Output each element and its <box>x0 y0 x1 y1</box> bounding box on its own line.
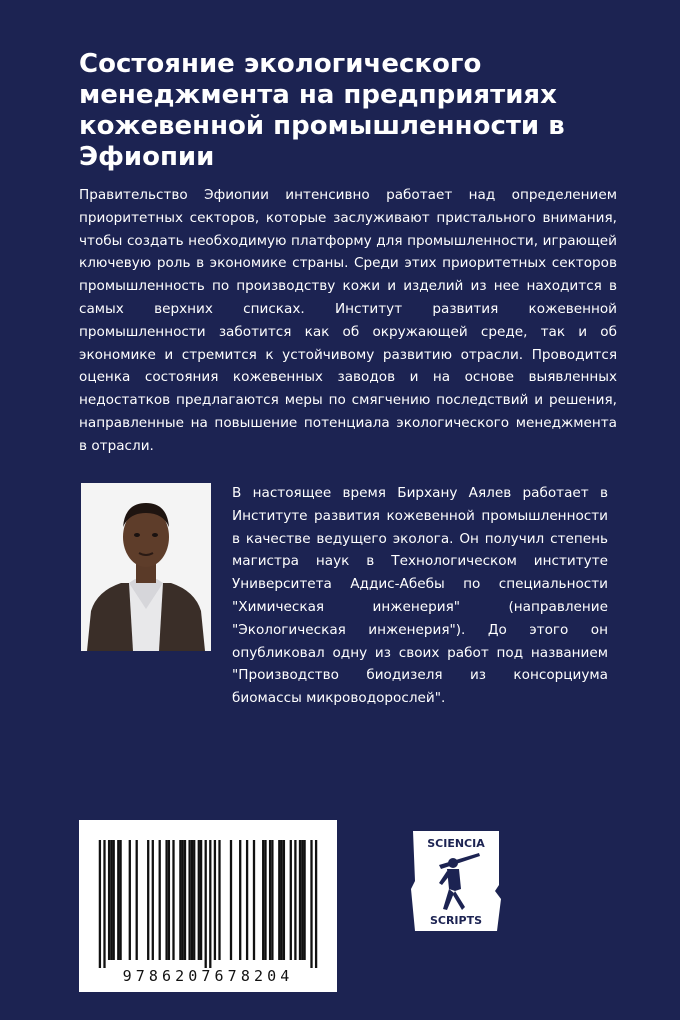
barcode-bar <box>264 840 266 960</box>
isbn-number: 9786207678204 <box>122 967 294 985</box>
barcode-bar <box>110 840 112 960</box>
publisher-bottom-text: SCRIPTS <box>429 914 483 927</box>
barcode-bar <box>136 840 138 960</box>
barcode-bar <box>278 840 280 960</box>
barcode-bar <box>182 840 184 960</box>
barcode-bar <box>191 840 193 960</box>
barcode-bars <box>79 820 337 970</box>
author-photo <box>81 483 211 651</box>
barcode-bar <box>179 840 181 960</box>
barcode-bar <box>230 840 232 960</box>
barcode-bar <box>165 840 167 960</box>
barcode-bar <box>299 840 301 960</box>
barcode-bar <box>184 840 186 960</box>
barcode-bar <box>262 840 264 960</box>
barcode-bar <box>253 840 255 960</box>
barcode-bar <box>172 840 174 960</box>
barcode-bar <box>193 840 195 960</box>
barcode-bar <box>103 840 105 968</box>
barcode-bar <box>239 840 241 960</box>
barcode-bar <box>218 840 220 960</box>
barcode-bar <box>200 840 202 960</box>
isbn-barcode <box>79 820 337 992</box>
barcode-bar <box>310 840 312 968</box>
publisher-top-text: SCIENCIA <box>427 837 485 850</box>
barcode-bar <box>315 840 317 968</box>
barcode-bar <box>159 840 161 960</box>
barcode-bar <box>188 840 190 960</box>
book-description: Правительство Эфиопии интенсивно работает над определением приоритетных секторов, которые заслуживают пристального внимания, чтобы создать необходимую платформу для промышленности, играющей ключевую роль в экономике страны. Среди этих приоритетных секторов промышленность по производству кожи и изделий из нее находится в самых верхних списках. Институт развития кожевенной промышленности заботится как об окружающей среде, так и об экономике и стремится к устойчивому развитию отрасли. Проводится оценка состояния кожевенных заводов и на основе выявленных недостатков предлагаются меры по смягчению последствий и решения, направленные на повышение потенциала экологического менеджмента в отрасли. <box>79 187 617 454</box>
barcode-bar <box>303 840 305 960</box>
barcode-bar <box>117 840 119 960</box>
barcode-bar <box>269 840 271 960</box>
barcode-bar <box>119 840 121 960</box>
barcode-bar <box>147 840 149 960</box>
barcode-bar <box>283 840 285 960</box>
barcode-bar <box>108 840 110 960</box>
barcode-bar <box>209 840 211 968</box>
barcode-bar <box>280 840 282 960</box>
publisher-logo <box>409 829 503 933</box>
barcode-bar <box>152 840 154 960</box>
barcode-bar <box>113 840 115 960</box>
barcode-bar <box>246 840 248 960</box>
barcode-bar <box>290 840 292 960</box>
barcode-bar <box>205 840 207 968</box>
barcode-bar <box>294 840 296 960</box>
barcode-bar <box>214 840 216 960</box>
book-title: Состояние экологического менеджмента на предприятиях кожевенной промышленности в Эфиопии <box>79 49 565 172</box>
barcode-bar <box>271 840 273 960</box>
author-bio: В настоящее время Бирхану Аялев работает в Институте развития кожевенной промышленности в качестве ведущего эколога. Он получил степень магистра наук в Технологическом институте Университета Аддис-Абебы по специальности "Химическая инженерия" (направление "Экологическая инженерия"). До этого он опубликовал одну из своих работ под названием "Производство биодизеля из консорциума биомассы микроводорослей". <box>232 485 608 707</box>
barcode-bar <box>168 840 170 960</box>
barcode-bar <box>198 840 200 960</box>
barcode-bar <box>99 840 101 968</box>
barcode-bar <box>129 840 131 960</box>
barcode-bar <box>301 840 303 960</box>
